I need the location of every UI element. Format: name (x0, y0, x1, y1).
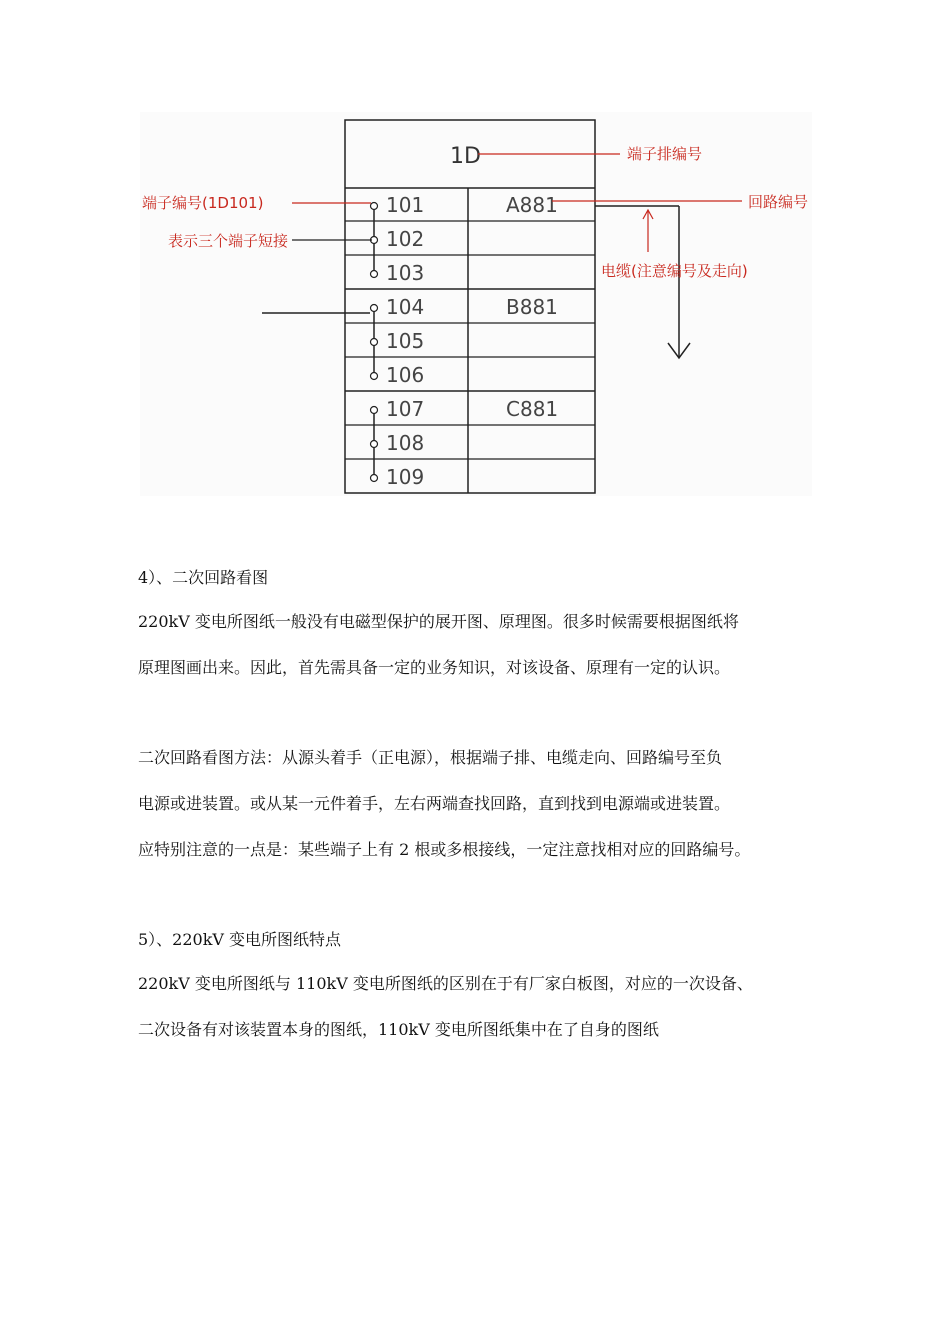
terminal-number: 107 (386, 397, 425, 421)
section-4-paragraph-2-line-3: 应特别注意的一点是：某些端子上有 2 根或多根接线，一定注意找相对应的回路编号。 (138, 840, 751, 859)
circuit-number: B881 (506, 295, 558, 319)
diagram-background (140, 112, 812, 496)
terminal-number: 102 (386, 227, 425, 251)
strip-label: 1D (450, 144, 481, 169)
terminal-number: 103 (386, 261, 425, 285)
section-4-heading: 4）、二次回路看图 (138, 568, 269, 587)
section-4-paragraph-2-line-2: 电源或进装置。或从某一元件着手，左右两端查找回路，直到找到电源端或进装置。 (138, 794, 731, 813)
section-4-paragraph-1-line-2: 原理图画出来。因此，首先需具备一定的业务知识，对该设备、原理有一定的认识。 (138, 658, 731, 677)
terminal-number: 106 (386, 363, 425, 387)
section-4-paragraph-1-line-1: 220kV 变电所图纸一般没有电磁型保护的展开图、原理图。很多时候需要根据图纸将 (138, 612, 739, 631)
section-4-paragraph-2-line-1: 二次回路看图方法：从源头着手（正电源），根据端子排、电缆走向、回路编号至负 (138, 748, 723, 767)
section-5-paragraph-line-1: 220kV 变电所图纸与 110kV 变电所图纸的区别在于有厂家白板图，对应的一次设备、 (138, 974, 753, 993)
terminal-number: 101 (386, 193, 425, 217)
circuit-number: C881 (506, 397, 559, 421)
terminal-strip-diagram (0, 0, 950, 520)
strip-label-note: 端子排编号 (627, 145, 703, 163)
short-note: 表示三个端子短接 (168, 232, 289, 250)
terminal-number: 109 (386, 465, 425, 489)
section-5-paragraph-line-2: 二次设备有对该装置本身的图纸，110kV 变电所图纸集中在了自身的图纸 (138, 1020, 659, 1039)
cable-note: 电缆(注意编号及走向) (601, 262, 748, 280)
terminal-number: 108 (386, 431, 425, 455)
terminal-number: 104 (386, 295, 425, 319)
terminal-numbers (386, 193, 424, 489)
terminal-number: 105 (386, 329, 425, 353)
section-5-heading: 5）、220kV 变电所图纸特点 (138, 930, 342, 949)
terminal-number-note: 端子编号(1D101) (142, 194, 264, 212)
circuit-number: A881 (506, 193, 558, 217)
circuit-number-note: 回路编号 (748, 193, 809, 211)
